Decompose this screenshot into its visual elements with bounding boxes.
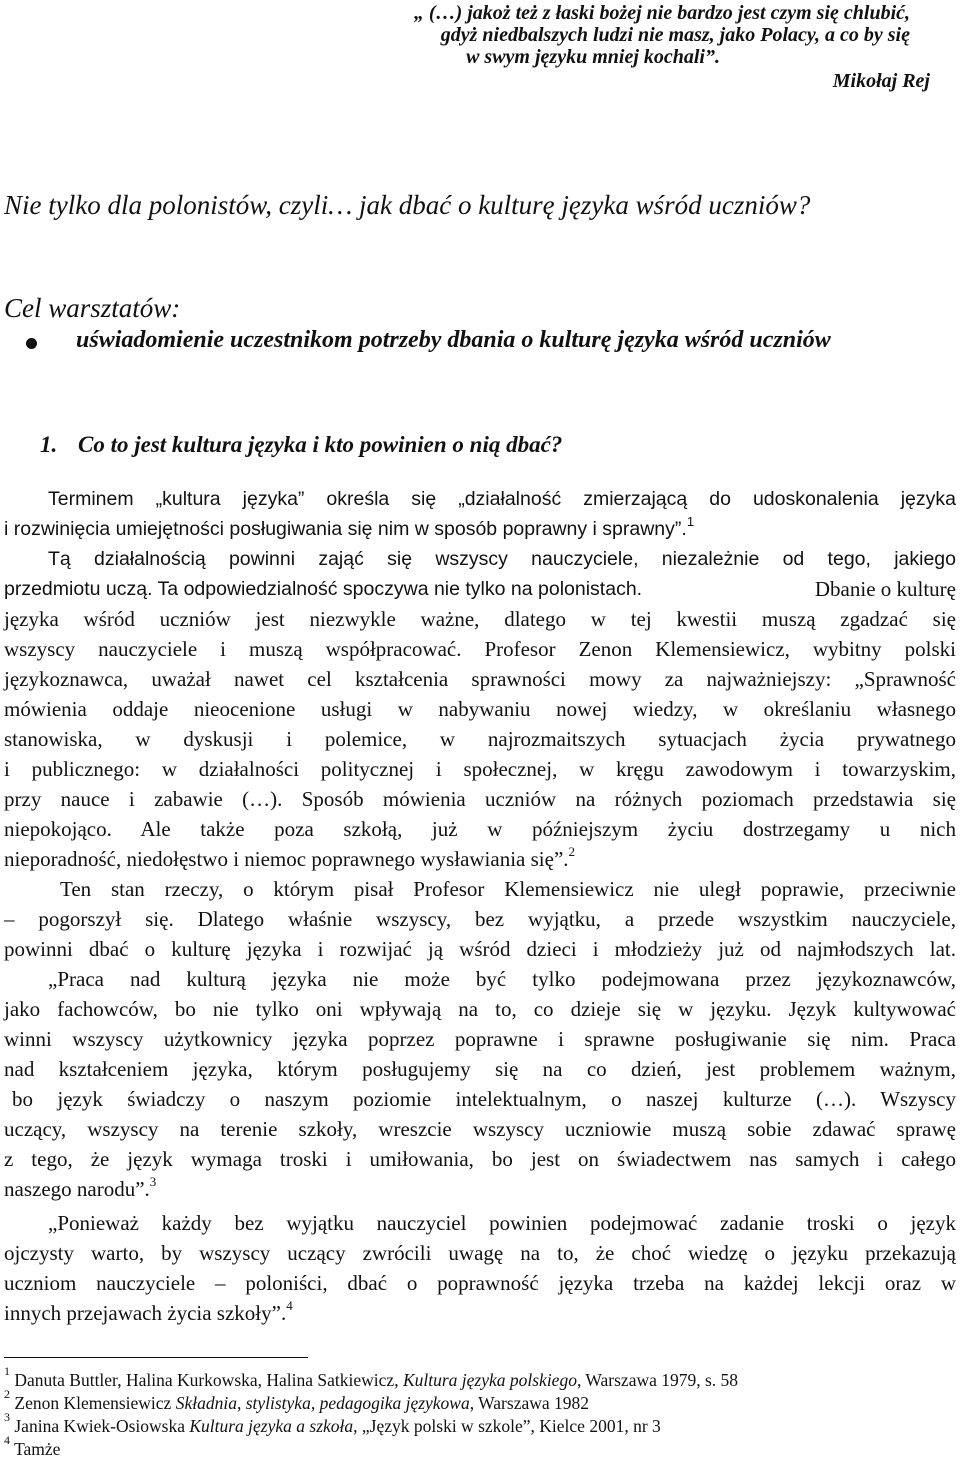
body-line: „Ponieważ każdy bez wyjątku nauczyciel powinien podejmować zadanie troski o język	[48, 1211, 956, 1235]
body-line: niepokojąco. Ale także poza szkołą, już w późniejszym życiu dostrzegamy u nich	[4, 817, 956, 841]
body-line: języka wśród uczniów jest niezwykle ważne, dlatego w tej kwestii muszą zgadzać się	[4, 607, 956, 631]
epigraph-line-2: gdyż niedbalszych ludzi nie masz, jako Polacy, a co by się	[440, 24, 910, 46]
body-line: naszego narodu”.$^3$	[4, 1174, 157, 1201]
body-line: stanowiska, w dyskusji i polemice, w najrozmaitszych sytuacjach życia prywatnego	[4, 727, 956, 751]
aim-heading: Cel warsztatów:	[4, 293, 181, 323]
body-line: Tą działalnością powinni zająć się wszyscy nauczyciele, niezależnie od tego, jakiego	[48, 548, 956, 570]
body-line: winni wszyscy użytkownicy języka poprzez poprawne i sprawne posługiwanie się nim. Praca	[4, 1027, 956, 1051]
body-line: mówienia oddaje nieocenione usługi w nabywaniu nowej wiedzy, w określaniu własnego	[4, 697, 956, 721]
body-line: Terminem „kultura języka” określa się „działalność zmierzającą do udoskonalenia języka	[48, 488, 956, 510]
body-line: z tego, że język wymaga troski i umiłowania, bo jest on świadectwem nas samych i całego	[4, 1147, 956, 1171]
section-title: Co to jest kultura języka i kto powinien o nią dbać?	[78, 432, 563, 457]
body-line: „Praca nad kulturą języka nie może być tylko podejmowana przez językoznawców,	[48, 967, 956, 991]
footnote: $^4$ Tamże	[4, 1433, 61, 1459]
body-line: Dbanie o kulturę	[814, 577, 956, 601]
section-heading	[40, 432, 562, 458]
body-line: przedmiotu uczą. Ta odpowiedzialność spoczywa nie tylko na polonistach.	[4, 578, 643, 600]
footnote: $^1$ Danuta Buttler, Halina Kurkowska, Halina Satkiewicz, Kultura języka polskiego, Warszawa 1979, s. 58	[4, 1364, 739, 1390]
epigraph-author: Mikołaj Rej	[832, 70, 930, 92]
footnote-ref: 3	[149, 1174, 157, 1189]
footnote: $^2$ Zenon Klemensiewicz Składnia, stylistyka, pedagogika językowa, Warszawa 1982	[4, 1387, 590, 1413]
body-line: powinni dbać o kulturę języka i rozwijać ją wśród dzieci i młodzieży już od najmłodszych lat.	[4, 937, 956, 961]
body-line: – pogorszył się. Dlatego właśnie wszyscy, bez wyjątku, a przede wszystkim nauczyciele,	[4, 907, 956, 931]
body-line: bo język świadczy o naszym poziomie intelektualnym, o naszej kulturze (…). Wszyscy	[12, 1087, 956, 1111]
section-number: 1.	[40, 432, 58, 457]
body-line: językoznawca, uważał nawet cel kształcenia sprawności mowy za najważniejszy: „Sprawność	[4, 667, 956, 691]
footnote-ref: 2	[568, 844, 576, 859]
epigraph-line-3: w swym języku mniej kochali”.	[466, 46, 720, 68]
body-line: innych przejawach życia szkoły”.$^4$	[4, 1298, 293, 1325]
footnote: $^3$ Janina Kwiek-Osiowska Kultura języka a szkoła, „Język polski w szkole”, Kielce 2001, nr 3	[4, 1410, 661, 1436]
body-line: uczący, wszyscy na terenie szkoły, wreszcie wszyscy uczniowie muszą sobie zdawać sprawę	[4, 1117, 956, 1141]
body-line: przy nauce i zabawie (…). Sposób mówienia uczniów na różnych poziomach przedstawia się	[4, 787, 956, 811]
epigraph-line-1: „ (…) jakoż też z łaski bożej nie bardzo jest czym się chlubić,	[413, 2, 910, 24]
body-line: wszyscy nauczyciele i muszą współpracować. Profesor Zenon Klemensiewicz, wybitny polski	[4, 637, 956, 661]
body-line: jako fachowców, bo nie tylko oni wpływają na to, co dzieje się w języku. Język kultywować	[4, 997, 956, 1021]
body-line: nieporadność, niedołęstwo i niemoc poprawnego wysławiania się”.$^2$	[4, 844, 576, 871]
body-line: ojczysty warto, by wszyscy uczący zwrócili uwagę na to, że choć wiedzę o języku przekazują	[4, 1241, 956, 1265]
body-line: uczniom nauczyciele – poloniści, dbać o poprawność języka trzeba na każdej lekcji oraz w	[4, 1271, 956, 1295]
footnote-ref: 1	[686, 513, 695, 529]
bullet-icon	[26, 338, 37, 349]
aim-bullet-text: uświadomienie uczestnikom potrzeby dbania o kulturę języka wśród uczniów	[76, 327, 831, 353]
body-line: i publicznego: w działalności politycznej i społecznej, w kręgu zawodowym i towarzyskim,	[4, 757, 956, 781]
body-line: nad kształceniem języka, którym posługujemy się na co dzień, jest problemem ważnym,	[4, 1057, 956, 1081]
body-line: Ten stan rzeczy, o którym pisał Profesor Klemensiewicz nie uległ poprawie, przeciwnie	[60, 877, 956, 901]
page-title: Nie tylko dla polonistów, czyli… jak dbać o kulturę języka wśród uczniów?	[4, 190, 811, 220]
footnote-divider	[4, 1357, 308, 1358]
body-line: i rozwinięcia umiejętności posługiwania się nim w sposób poprawny i sprawny”.$^1$	[4, 513, 695, 540]
footnote-ref: 4	[286, 1298, 293, 1313]
